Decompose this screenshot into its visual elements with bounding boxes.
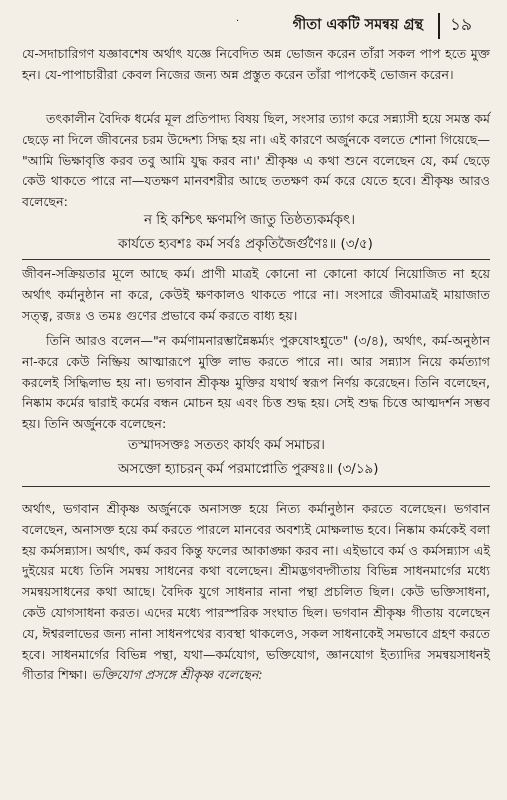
header-title: গীতা একটি সমন্বয় গ্রন্থ (292, 17, 423, 33)
verse-2-line-1: তস্মাদসক্তঃ সততং কার্যং কর্ম সমাচর। (128, 438, 325, 453)
verse-block-2 (0, 434, 507, 482)
verse-1-line-2: কার্যতে হ্যবশঃ কর্ম সর্বঃ প্রকৃতিজৈর্গুণৈঃ॥ (৩/৫) (118, 237, 373, 252)
running-header (0, 10, 507, 40)
paragraph-5-closing: ভক্তিযোগ প্রসঙ্গে শ্রীকৃষ্ণ বলেছেন: (91, 667, 263, 683)
paragraph-2: তৎকালীন বৈদিক ধর্মের মূল প্রতিপাদ্য বিষয় ছিল, সংসার ত্যাগ করে সন্ন্যাসী হয়ে সমস্ত কর্ম ছেড়ে না দিলে জীবনের চরম উদ্দেশ্য সিদ্ধ হয় না। এই কারণে অর্জুনকে বলতে শোনা গিয়েছে— "আমি ভিক্ষাবৃত্তি করব তবু আমি যুদ্ধ করব না।' শ্রীকৃষ্ণ এ কথা শুনে বলেছেন যে, কর্ম ছেড়ে কেউ থাকতে পারে না—যতক্ষণ মানবশরীর আছে ততক্ষণ কর্ম করে যেতে হবে। শ্রীকৃষ্ণ আরও বলেছেন: (22, 111, 490, 210)
paragraph-1: যে-সদাচারিগণ যজ্ঞাবশেষ অর্থাৎ যজ্ঞে নিবেদিত অন্ন ভোজন করেন তাঁরা সকল পাপ হতে মুক্ত হন। যে-পাপাচারীরা কেবল নিজের জন্য অন্ন প্রস্তুত করেন তাঁরা পাপকেই ভোজন করেন। (22, 46, 490, 82)
divider-rule (22, 486, 490, 487)
verse-2-line-2: অসক্তো হ্যাচরন্ কর্ম পরমাপ্নোতি পুরুষঃ॥ (৩/১৯) (118, 462, 379, 477)
divider-rule (22, 259, 490, 260)
verse-1-line-1: ন হি কশ্চিৎ ক্ষণমপি জাতু তিষ্ঠত্যকর্মকৃৎ। (144, 213, 355, 228)
header-dot: · (236, 16, 240, 27)
page-number: ১৯ (450, 15, 473, 35)
paragraph-4: তিনি আরও বলেন—"ন কর্মণামনারম্ভান্নৈষ্কর্ম্যং পুরুষোঽশ্নুতে" (৩/৪), অর্থাৎ, কর্ম-অনুষ্ঠান না-করে কেউ নিষ্ক্রিয় আত্মারূপে মুক্তি লাভ করতে পারে না। আর সন্ন্যাস নিয়ে কর্মত্যাগ করলেই সিদ্ধিলাভ হয় না। ভগবান শ্রীকৃষ্ণ মুক্তির যথার্থ স্বরূপ নির্ণয় করেছেন। তিনি বলেছেন, নিষ্কাম কর্মের দ্বারাই কর্মের বন্ধন মোচন হয় এবং চিত্ত শুদ্ধ হয়। সেই শুদ্ধ চিত্তে আত্মদর্শন সম্ভব হয়। তিনি অর্জুনকে বলেছেন: (22, 333, 490, 432)
verse-block-1 (0, 209, 507, 257)
header-divider (438, 13, 440, 39)
paragraph-5-text: অর্থাৎ, ভগবান শ্রীকৃষ্ণ অর্জুনকে অনাসক্ত হয়ে নিত্য কর্মানুষ্ঠান করতে বলেছেন। ভগবান বলেছেন, অনাসক্ত হয়ে কর্ম করতে পারলে মানবের অবশ্যই মোক্ষলাভ হবে। নিষ্কাম কর্মকেই বলা হয় কর্মসন্ন্যাস। অর্থাৎ, কর্ম করব কিন্তু ফলের আকাঙ্ক্ষা করব না। এইভাবে কর্ম ও কর্মসন্ন্যাস এই দুইয়ের মধ্যে তিনি সমন্বয় সাধনের কথা বলেছেন। শ্রীমদ্ভগবদ্গীতায় বিভিন্ন সাধনমার্গের মধ্যে সমন্বয়সাধনের কথা আছে। বৈদিক যুগে সাধনার নানা পন্থা প্রচলিত ছিল। কেউ ভক্তিসাধনা, কেউ যোগসাধনা করত। এদের মধ্যে পারস্পরিক সংঘাত ছিল। ভগবান শ্রীকৃষ্ণ গীতায় বলেছেন যে, ঈশ্বরলাভের জন্য নানা সাধনপথের ব্যবস্থা থাকলেও, সকল সাধনাকেই সমভাবে গ্রহণ করতে হবে। সাধনমার্গের বিভিন্ন পন্থা, যথা—কর্মযোগ, ভক্তিযোগ, জ্ঞানযোগ ইত্যাদির সমন্বয়সাধনই গীতার শিক্ষা। (22, 501, 490, 683)
paragraph-3: জীবন-সক্রিয়তার মূলে আছে কর্ম। প্রাণী মাত্রই কোনো না কোনো কার্যে নিয়োজিত না হয়ে অর্থাৎ কর্মানুষ্ঠান না করে, কেউই ক্ষণকালও থাকতে পারে না। সংসারে জীবমাত্রই মায়াজাত সত্ত্ব, রজঃ ও তমঃ গুণের প্রভাবে কর্ম করতে বাধ্য হয়। (22, 266, 490, 323)
paragraph-5 (22, 499, 490, 686)
